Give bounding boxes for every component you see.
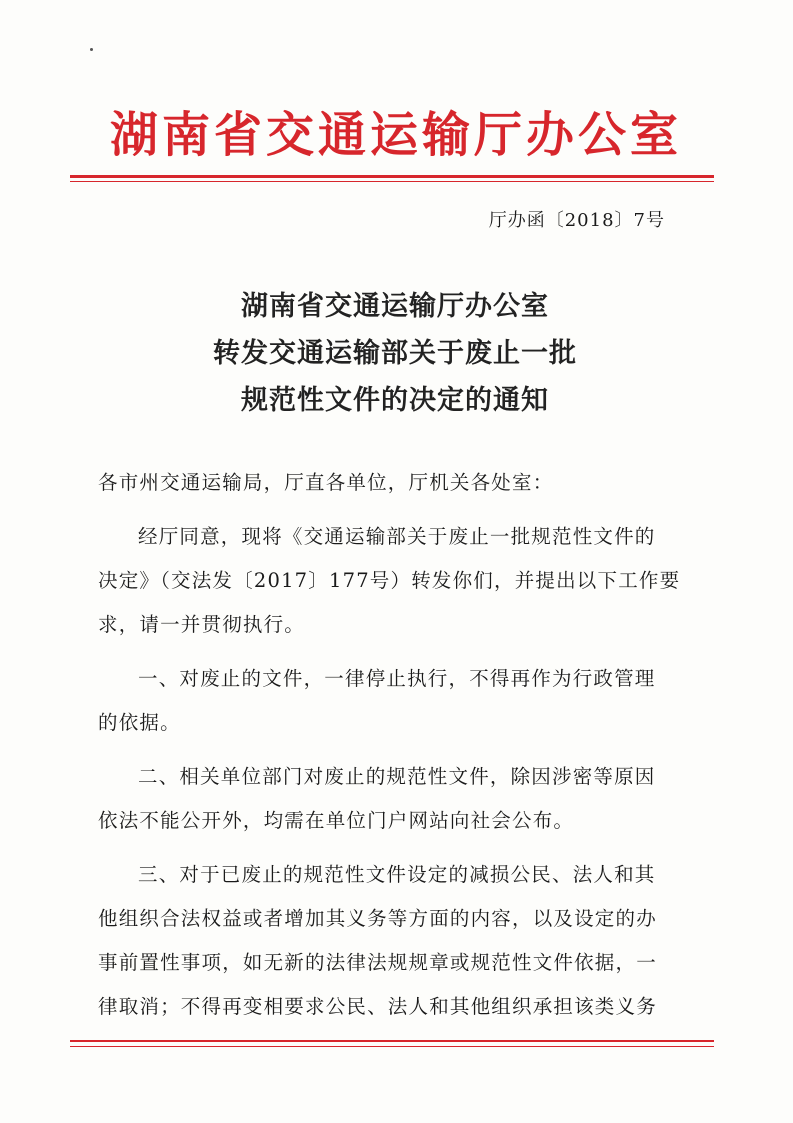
paragraph-intro (98, 519, 696, 643)
title-line-3: 规范性文件的决定的通知 (241, 385, 549, 416)
paragraph-line: 决定》（交法发〔2017〕177号）转发你们，并提出以下工作要 (98, 569, 681, 592)
document-number: 厅办函〔2018〕7号 (488, 210, 665, 231)
masthead-red-rule-thin (70, 181, 714, 182)
paragraph-line: 事前置性事项，如无新的法律法规规章或规范性文件依据，一 (98, 951, 657, 974)
paragraph-line: 二、相关单位部门对废止的规范性文件，除因涉密等原因 (138, 765, 656, 788)
paragraph-line: 他组织合法权益或者增加其义务等方面的内容，以及设定的办 (98, 907, 657, 930)
paragraph-item-1 (98, 661, 696, 741)
paragraph-line: 求，请一并贯彻执行。 (98, 613, 306, 636)
paragraph-item-2 (98, 759, 696, 839)
footer-red-rule (70, 1040, 714, 1042)
paragraph-line: 的依据。 (98, 711, 181, 734)
paragraph-item-3 (98, 857, 696, 1025)
title-line-2: 转发交通运输部关于废止一批 (213, 338, 577, 369)
title-line-1: 湖南省交通运输厅办公室 (241, 291, 549, 322)
salutation: 各市州交通运输局，厅直各单位，厅机关各处室： (98, 471, 554, 494)
footer-red-rule-thin (70, 1046, 714, 1047)
scan-mark (90, 48, 93, 51)
paragraph-line: 依法不能公开外，均需在单位门户网站向社会公布。 (98, 809, 575, 832)
masthead-title: 湖南省交通运输厅办公室 (109, 107, 682, 163)
paragraph-line: 经厅同意，现将《交通运输部关于废止一批规范性文件的 (138, 525, 656, 548)
masthead-red-rule (70, 175, 714, 178)
document-body (98, 465, 696, 1025)
document-title (100, 283, 690, 424)
paragraph-line: 律取消；不得再变相要求公民、法人和其他组织承担该类义务 (98, 995, 657, 1018)
paragraph-line: 一、对废止的文件，一律停止执行，不得再作为行政管理 (138, 667, 656, 690)
paragraph-line: 三、对于已废止的规范性文件设定的减损公民、法人和其 (138, 863, 656, 886)
